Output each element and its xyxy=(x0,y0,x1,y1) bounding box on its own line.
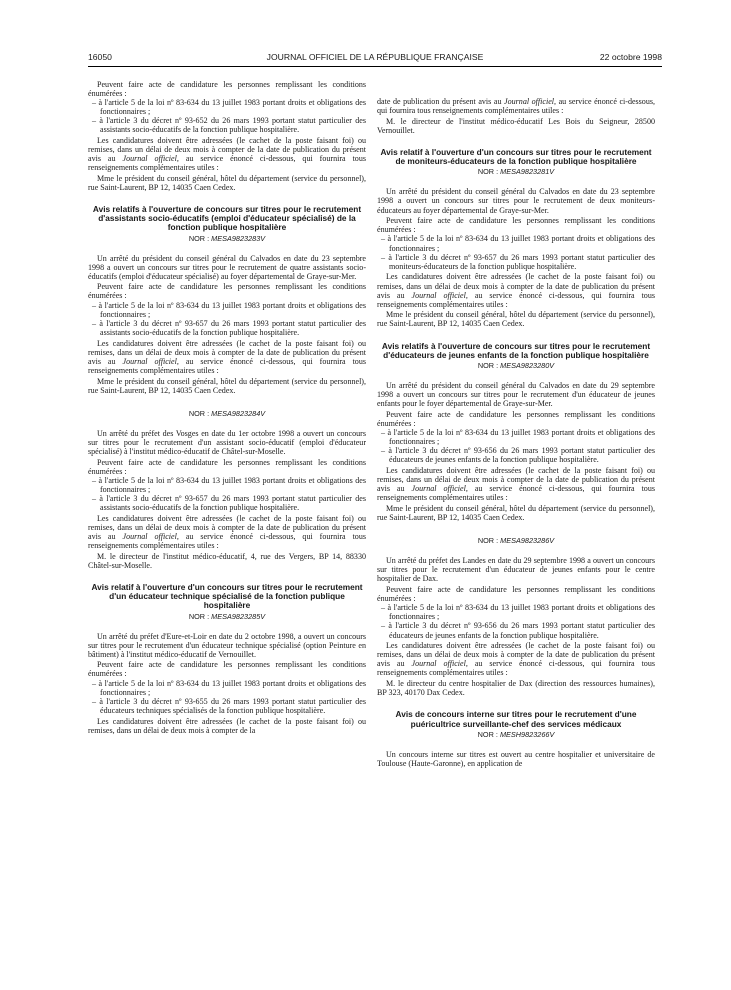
notice-block xyxy=(88,583,366,735)
journal-title: JOURNAL OFFICIEL DE LA RÉPUBLIQUE FRANÇAISE xyxy=(266,52,484,62)
nor-label: NOR : xyxy=(477,536,499,546)
nor-value: MESA9823286V xyxy=(500,536,555,546)
body-paragraph: Un arrêté du président du conseil général du Calvados en date du 23 septembre 1998 a ouvert un concours sur titres pour le recrutement de deux moniteurs-éducateurs au foyer départemental de Graye-sur-Mer. xyxy=(377,187,655,215)
body-paragraph: date de publication du présent avis au Journal officiel, au service énoncé ci-dessous, qui fournira tous renseignements complémentaires utiles : xyxy=(377,97,655,116)
body-paragraph: Mme le président du conseil général, hôtel du département (service du personnel), rue Saint-Laurent, BP 12, 14035 Caen Cedex. xyxy=(88,173,366,192)
notice-block xyxy=(377,710,655,768)
notice-block xyxy=(377,536,655,697)
notice-block xyxy=(88,409,366,570)
body-paragraph: Les candidatures doivent être adressées (le cachet de la poste faisant foi) ou remises, dans un délai de deux mois à compter de la date de publication du présent avis au Journal officiel, au service énoncé ci-dessous, qui fournira tous renseignements complémentaires utiles : xyxy=(377,641,655,678)
body-paragraph: Peuvent faire acte de candidature les personnes remplissant les conditions énumérées : xyxy=(88,79,366,98)
condition-item: – à l'article 5 de la loi nº 83-634 du 13 juillet 1983 portant droits et obligations des fonctionnaires ; xyxy=(92,300,366,319)
notice-block xyxy=(88,80,366,192)
body-paragraph: Peuvent faire acte de candidature les personnes remplissant les conditions énumérées : xyxy=(88,282,366,301)
body-paragraph: Les candidatures doivent être adressées (le cachet de la poste faisant foi) ou remises, dans un délai de deux mois à compter de la date de publication du présent avis au Journal officiel, au service énoncé ci-dessous, qui fournira tous renseignements complémentaires utiles : xyxy=(377,466,655,503)
nor-value: MESA9823281V xyxy=(500,167,555,177)
nor-reference xyxy=(377,730,655,739)
notice-block xyxy=(377,342,655,523)
body-paragraph: Peuvent faire acte de candidature les personnes remplissant les conditions énumérées : xyxy=(88,457,366,476)
body-paragraph: Les candidatures doivent être adressées (le cachet de la poste faisant foi) ou remises, dans un délai de deux mois à compter de la xyxy=(88,716,366,735)
nor-reference xyxy=(377,167,655,176)
condition-item: – à l'article 5 de la loi nº 83-634 du 13 juillet 1983 portant droits et obligations des fonctionnaires ; xyxy=(381,234,655,253)
nor-value: MESA9823283V xyxy=(211,233,266,243)
body-paragraph: Un arrêté du président du conseil général du Calvados en date du 29 septembre 1998 a ouvert un concours sur titres pour le recrutement d'un éducateur de jeunes enfants pour le foyer départemental de Graye-sur-Mer. xyxy=(377,380,655,409)
body-paragraph: Mme le président du conseil général, hôtel du département (service du personnel), rue Saint-Laurent, BP 12, 14035 Caen Cedex. xyxy=(88,376,366,395)
body-paragraph: Mme le président du conseil général, hôtel du département (service du personnel), rue Saint-Laurent, BP 12, 14035 Caen Cedex. xyxy=(377,310,655,329)
right-column xyxy=(377,97,655,985)
condition-item: – à l'article 5 de la loi nº 83-634 du 13 juillet 1983 portant droits et obligations des fonctionnaires ; xyxy=(381,603,655,622)
notice-block xyxy=(377,148,655,329)
nor-reference xyxy=(88,409,366,418)
condition-item: – à l'article 5 de la loi nº 83-634 du 13 juillet 1983 portant droits et obligations des fonctionnaires ; xyxy=(381,428,655,447)
page-number: 16050 xyxy=(88,52,112,62)
body-paragraph: Les candidatures doivent être adressées (le cachet de la poste faisant foi) ou remises, dans un délai de deux mois à compter de la date de publication du présent avis au Journal officiel, au service énoncé ci-dessous, qui fournira tous renseignements complémentaires utiles : xyxy=(377,272,655,309)
nor-value: MESH9823266V xyxy=(499,729,555,739)
issue-date: 22 octobre 1998 xyxy=(599,52,662,62)
nor-reference xyxy=(88,612,366,621)
notice-block xyxy=(377,97,655,135)
nor-value: MESA9823285V xyxy=(211,611,266,621)
body-paragraph: Un arrêté du préfet d'Eure-et-Loir en date du 2 octobre 1998, a ouvert un concours sur titres pour le recrutement d'un éducateur technique spécialisé (option Peinture en bâtiment) à l'institut médico-éducatif de Vernouillet. xyxy=(88,631,366,659)
nor-label: NOR : xyxy=(188,611,210,621)
nor-value: MESA9823284V xyxy=(211,408,266,418)
body-paragraph: Les candidatures doivent être adressées (le cachet de la poste faisant foi) ou remises, dans un délai de deux mois à compter de la date de publication du présent avis au Journal officiel, au service énoncé ci-dessous, qui fournira tous renseignements complémentaires utiles : xyxy=(88,135,366,173)
body-paragraph: Un concours interne sur titres est ouvert au centre hospitalier et universitaire de Toulouse (Haute-Garonne), en application de xyxy=(377,749,655,768)
left-column xyxy=(88,78,366,983)
condition-item: – à l'article 3 du décret nº 93-657 du 26 mars 1993 portant statut particulier des moniteurs-éducateurs de la fonction publique hospitalière. xyxy=(381,252,655,271)
condition-item: – à l'article 3 du décret nº 93-656 du 26 mars 1993 portant statut particulier des éducateurs de jeunes enfants de la fonction publique hospitalière. xyxy=(381,621,655,640)
body-paragraph: Un arrêté du préfet des Landes en date du 29 septembre 1998 a ouvert un concours sur titres pour le recrutement d'un éducateur de jeunes enfants pour le centre hospitalier de Dax. xyxy=(377,556,655,584)
body-paragraph: M. le directeur du centre hospitalier de Dax (direction des ressources humaines), BP 323, 40170 Dax Cedex. xyxy=(377,679,655,698)
body-paragraph: Mme le président du conseil général, hôtel du département (service du personnel), rue Saint-Laurent, BP 12, 14035 Caen Cedex. xyxy=(377,503,655,523)
body-paragraph: Peuvent faire acte de candidature les personnes remplissant les conditions énumérées : xyxy=(377,216,655,235)
body-paragraph: Un arrêté du président du conseil général du Calvados en date du 23 septembre 1998 a ouvert un concours sur titres pour le recrutement de quatre assistants socio-éducatifs (emploi d'éducateur spécialisé) au foyer départemental de Graye-sur-Mer. xyxy=(88,253,366,281)
body-paragraph: Les candidatures doivent être adressées (le cachet de la poste faisant foi) ou remises, dans un délai de deux mois à compter de la date de publication du présent avis au Journal officiel, au service énoncé ci-dessous, qui fournira tous renseignements complémentaires utiles : xyxy=(88,513,366,551)
condition-item: – à l'article 3 du décret nº 93-657 du 26 mars 1993 portant statut particulier des assistants socio-éducatifs de la fonction publique hospitalière. xyxy=(92,493,366,513)
nor-value: MESA9823280V xyxy=(500,360,555,370)
condition-item: – à l'article 5 de la loi nº 83-634 du 13 juillet 1983 portant droits et obligations des fonctionnaires ; xyxy=(92,475,366,494)
body-paragraph: M. le directeur de l'institut médico-éducatif, 4, rue des Vergers, BP 14, 88330 Châtel-sur-Moselle. xyxy=(88,551,366,570)
condition-item: – à l'article 3 du décret nº 93-657 du 26 mars 1993 portant statut particulier des assistants socio-éducatifs de la fonction publique hospitalière. xyxy=(92,318,366,337)
notice-heading: Avis relatif à l'ouverture d'un concours sur titres pour le recrutement d'un éducateur technique spécialisé de la fonction publique hospitalière xyxy=(91,581,363,611)
page-header xyxy=(88,52,662,66)
notice-block xyxy=(88,205,366,395)
nor-label: NOR : xyxy=(477,729,498,739)
condition-item: – à l'article 3 du décret nº 93-656 du 26 mars 1993 portant statut particulier des éducateurs de jeunes enfants de la fonction publique hospitalière. xyxy=(381,446,655,465)
notice-heading: Avis de concours interne sur titres pour le recrutement d'une puéricultrice surveillante-chef des services médicaux xyxy=(395,709,637,729)
notice-heading: Avis relatifs à l'ouverture de concours sur titres pour le recrutement d'éducateurs de jeunes enfants de la fonction publique hospitalière xyxy=(381,340,651,360)
body-paragraph: Peuvent faire acte de candidature les personnes remplissant les conditions énumérées : xyxy=(377,409,655,428)
nor-reference xyxy=(88,234,366,243)
nor-label: NOR : xyxy=(188,233,210,243)
nor-reference xyxy=(377,361,655,370)
body-paragraph: Peuvent faire acte de candidature les personnes remplissant les conditions énumérées : xyxy=(88,660,366,679)
header-rule xyxy=(88,66,662,67)
nor-label: NOR : xyxy=(188,408,210,418)
condition-item: – à l'article 3 du décret nº 93-652 du 26 mars 1993 portant statut particulier des assistants socio-éducatifs de la fonction publique hospitalière. xyxy=(92,115,366,135)
body-paragraph: Les candidatures doivent être adressées (le cachet de la poste faisant foi) ou remises, dans un délai de deux mois à compter de la date de publication du présent avis au Journal officiel, au service énoncé ci-dessous, qui fournira tous renseignements complémentaires utiles : xyxy=(88,338,366,375)
body-paragraph: Un arrêté du préfet des Vosges en date du 1er octobre 1998 a ouvert un concours sur titres pour le recrutement d'un assistant socio-éducatif (emploi d'éducateur spécialisé) à l'institut médico-éducatif de Châtel-sur-Moselle. xyxy=(88,428,366,456)
body-paragraph: M. le directeur de l'institut médico-éducatif Les Bois du Seigneur, 28500 Vernouillet. xyxy=(377,116,655,135)
condition-item: – à l'article 5 de la loi nº 83-634 du 13 juillet 1983 portant droits et obligations des fonctionnaires ; xyxy=(92,678,366,697)
nor-reference xyxy=(377,536,655,545)
body-paragraph: Peuvent faire acte de candidature les personnes remplissant les conditions énumérées : xyxy=(377,585,655,604)
notice-heading: Avis relatif à l'ouverture d'un concours sur titres pour le recrutement de moniteurs-éducateurs de la fonction publique hospitalière xyxy=(380,146,652,167)
nor-label: NOR : xyxy=(477,360,499,370)
condition-item: – à l'article 5 de la loi nº 83-634 du 13 juillet 1983 portant droits et obligations des fonctionnaires ; xyxy=(92,97,366,116)
notice-heading: Avis relatifs à l'ouverture de concours sur titres pour le recrutement d'assistants socio-éducatifs (emploi d'éducateur spécialisé) de la fonction publique hospitalière xyxy=(92,203,362,233)
nor-label: NOR : xyxy=(477,167,499,177)
condition-item: – à l'article 3 du décret nº 93-655 du 26 mars 1993 portant statut particulier des éducateurs techniques spécialisés de la fonction publique hospitalière. xyxy=(92,696,366,715)
